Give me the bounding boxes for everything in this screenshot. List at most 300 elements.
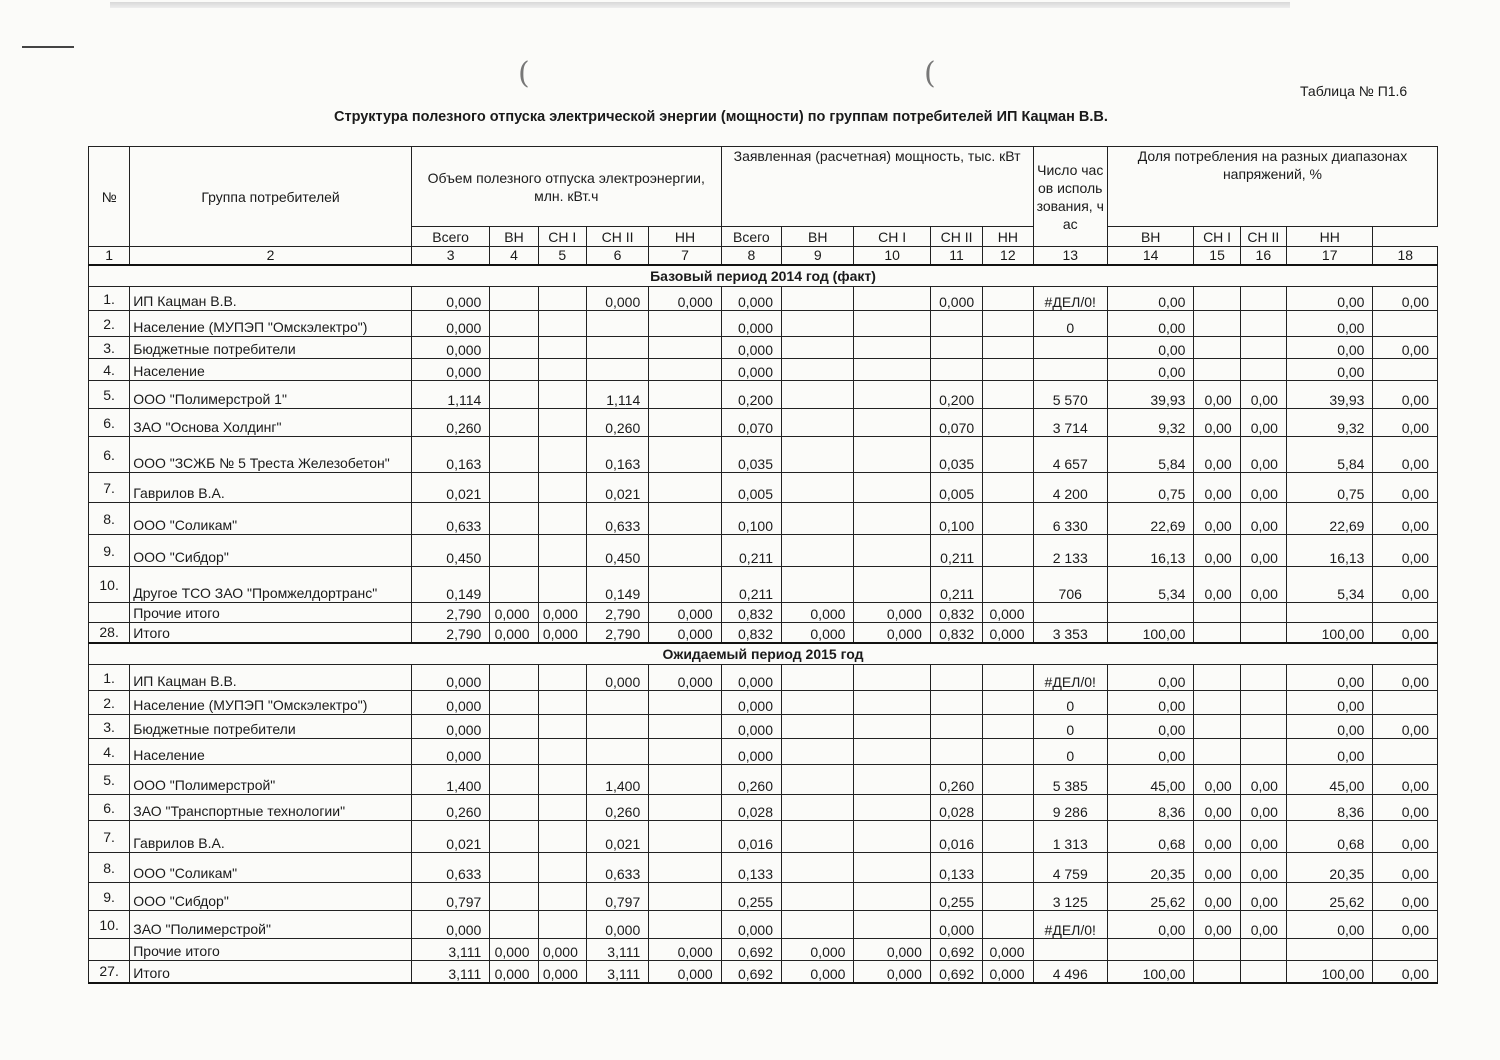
value-cell	[649, 473, 721, 503]
table-row	[89, 911, 1438, 939]
value-cell	[983, 691, 1033, 715]
value-cell: 0,211	[930, 535, 982, 567]
value-cell: 0,00	[1240, 535, 1286, 567]
value-cell	[854, 535, 930, 567]
value-cell: 0,450	[411, 535, 489, 567]
row-number-cell: 1.	[89, 665, 130, 691]
consumer-name-cell: ЗАО "Основа Холдинг"	[130, 409, 412, 437]
section-title: Базовый период 2014 год (факт)	[89, 265, 1438, 287]
value-cell	[782, 739, 854, 765]
value-cell	[983, 795, 1033, 821]
value-cell	[490, 359, 538, 381]
value-cell	[649, 739, 721, 765]
consumer-name-cell: ООО "Соликам"	[130, 853, 412, 883]
value-cell	[983, 715, 1033, 739]
value-cell	[782, 911, 854, 939]
value-cell: 0,633	[586, 503, 648, 535]
row-number-cell: 4.	[89, 359, 130, 381]
value-cell	[983, 359, 1033, 381]
value-cell: 0,021	[411, 821, 489, 853]
value-cell: 0,00	[1373, 437, 1438, 473]
value-cell: 0,149	[411, 567, 489, 603]
value-cell: 0,000	[721, 691, 781, 715]
value-cell	[490, 503, 538, 535]
value-cell	[1373, 939, 1438, 961]
value-cell	[649, 853, 721, 883]
value-cell: 3 714	[1033, 409, 1107, 437]
consumer-name-cell: ИП Кацман В.В.	[130, 665, 412, 691]
table-row	[89, 665, 1438, 691]
value-cell	[782, 691, 854, 715]
consumer-name-cell: ЗАО "Полимерстрой"	[130, 911, 412, 939]
value-cell: 0,00	[1373, 883, 1438, 911]
column-number-cell: 10	[854, 247, 930, 265]
value-cell: 0,00	[1240, 765, 1286, 795]
consumer-name-cell: Бюджетные потребители	[130, 715, 412, 739]
value-cell: 0,00	[1194, 535, 1240, 567]
value-cell: 0,005	[721, 473, 781, 503]
value-cell	[1240, 939, 1286, 961]
value-cell	[854, 287, 930, 311]
value-cell	[854, 437, 930, 473]
column-number-cell: 7	[649, 247, 721, 265]
value-cell	[538, 691, 586, 715]
value-cell: 0,255	[930, 883, 982, 911]
consumer-name-cell: Итого	[130, 961, 412, 983]
value-cell: 0,00	[1286, 287, 1373, 311]
value-cell	[983, 473, 1033, 503]
sub-header-cell: СН II	[586, 227, 648, 247]
value-cell	[782, 337, 854, 359]
value-cell	[1373, 691, 1438, 715]
value-cell	[854, 911, 930, 939]
row-number-cell: 8.	[89, 503, 130, 535]
value-cell: 0,000	[490, 939, 538, 961]
value-cell: 0,000	[854, 623, 930, 643]
consumer-name-cell: Население (МУПЭП "Омскэлектро")	[130, 691, 412, 715]
value-cell	[490, 739, 538, 765]
value-cell	[854, 473, 930, 503]
value-cell	[538, 359, 586, 381]
value-cell: 0,000	[782, 623, 854, 643]
value-cell: 0,163	[411, 437, 489, 473]
value-cell	[1194, 739, 1240, 765]
column-number-cell: 14	[1107, 247, 1194, 265]
value-cell: 0,00	[1240, 473, 1286, 503]
value-cell: 0,68	[1107, 821, 1194, 853]
value-cell	[649, 337, 721, 359]
value-cell: 0,00	[1107, 739, 1194, 765]
value-cell	[490, 911, 538, 939]
value-cell: 9 286	[1033, 795, 1107, 821]
consumer-name-cell: ИП Кацман В.В.	[130, 287, 412, 311]
consumer-name-cell: Прочие итого	[130, 939, 412, 961]
value-cell	[586, 691, 648, 715]
column-number-cell: 8	[721, 247, 781, 265]
value-cell: 0,450	[586, 535, 648, 567]
value-cell: 0,000	[782, 961, 854, 983]
value-cell	[490, 437, 538, 473]
sub-header-cell: НН	[983, 227, 1033, 247]
value-cell: 1,400	[586, 765, 648, 795]
value-cell: 0,00	[1107, 715, 1194, 739]
value-cell: 0,000	[411, 691, 489, 715]
value-cell	[490, 473, 538, 503]
value-cell	[983, 287, 1033, 311]
value-cell: #ДЕЛ/0!	[1033, 287, 1107, 311]
consumer-name-cell: Другое ТСО ЗАО "Промжелдортранс"	[130, 567, 412, 603]
row-number-cell: 10.	[89, 911, 130, 939]
value-cell: 0,00	[1373, 473, 1438, 503]
table-row	[89, 503, 1438, 535]
value-cell	[490, 409, 538, 437]
consumer-name-cell: ООО "Сибдор"	[130, 535, 412, 567]
sub-header-cell: СН I	[1194, 227, 1240, 247]
value-cell: 8,36	[1286, 795, 1373, 821]
value-cell	[586, 311, 648, 337]
row-number-cell: 7.	[89, 821, 130, 853]
value-cell: 0,000	[721, 287, 781, 311]
value-cell	[490, 765, 538, 795]
row-number-cell: 10.	[89, 567, 130, 603]
consumer-name-cell: ООО "Сибдор"	[130, 883, 412, 911]
value-cell	[854, 567, 930, 603]
value-cell	[1240, 623, 1286, 643]
table-row	[89, 765, 1438, 795]
column-number-cell: 9	[782, 247, 854, 265]
value-cell: 0,00	[1240, 821, 1286, 853]
value-cell: 0,692	[721, 939, 781, 961]
value-cell: 20,35	[1107, 853, 1194, 883]
value-cell: 2,790	[411, 603, 489, 623]
value-cell: 4 496	[1033, 961, 1107, 983]
sub-header-cell: СН II	[1240, 227, 1286, 247]
value-cell	[782, 437, 854, 473]
value-cell: 0,000	[983, 623, 1033, 643]
value-cell	[1373, 311, 1438, 337]
value-cell: 39,93	[1107, 381, 1194, 409]
value-cell	[1194, 665, 1240, 691]
value-cell	[1194, 311, 1240, 337]
value-cell: 0,000	[983, 961, 1033, 983]
value-cell: 1 313	[1033, 821, 1107, 853]
column-number-cell: 17	[1286, 247, 1373, 265]
value-cell: 25,62	[1286, 883, 1373, 911]
value-cell	[538, 337, 586, 359]
col-header-group: Группа потребителей	[130, 147, 412, 247]
value-cell: 0,000	[586, 287, 648, 311]
value-cell: 0,00	[1194, 567, 1240, 603]
value-cell: 8,36	[1107, 795, 1194, 821]
document-title: Структура полезного отпуска электрической энергии (мощности) по группам потребителей ИП Кацман В.В.	[334, 109, 1108, 125]
consumer-name-cell: Итого	[130, 623, 412, 643]
row-number-cell: 3.	[89, 715, 130, 739]
value-cell: 5,84	[1107, 437, 1194, 473]
value-cell: 3,111	[411, 939, 489, 961]
table-row	[89, 535, 1438, 567]
column-number-cell: 12	[983, 247, 1033, 265]
consumer-name-cell: Население (МУПЭП "Омскэлектро")	[130, 311, 412, 337]
value-cell: 0,000	[983, 603, 1033, 623]
value-cell	[649, 795, 721, 821]
value-cell	[649, 311, 721, 337]
value-cell	[1373, 603, 1438, 623]
value-cell	[782, 359, 854, 381]
value-cell	[1194, 287, 1240, 311]
value-cell	[983, 381, 1033, 409]
value-cell: 0	[1033, 715, 1107, 739]
value-cell	[1373, 359, 1438, 381]
value-cell	[983, 821, 1033, 853]
value-cell: 0,00	[1194, 437, 1240, 473]
value-cell: 0,00	[1373, 567, 1438, 603]
table-row	[89, 473, 1438, 503]
value-cell: 0,00	[1194, 381, 1240, 409]
value-cell: 0,00	[1194, 765, 1240, 795]
value-cell	[538, 795, 586, 821]
value-cell: 0,211	[930, 567, 982, 603]
value-cell: 3,111	[586, 939, 648, 961]
value-cell: 0,000	[586, 911, 648, 939]
value-cell: 0,00	[1194, 503, 1240, 535]
value-cell: 0,00	[1194, 473, 1240, 503]
value-cell: 0,000	[782, 603, 854, 623]
value-cell: 9,32	[1107, 409, 1194, 437]
table-row	[89, 381, 1438, 409]
scan-artifact-line	[110, 2, 1290, 8]
table-row	[89, 939, 1438, 961]
value-cell: 100,00	[1286, 623, 1373, 643]
value-cell: 0,00	[1194, 883, 1240, 911]
value-cell: 0,00	[1240, 437, 1286, 473]
value-cell	[1240, 359, 1286, 381]
value-cell: 0,016	[721, 821, 781, 853]
consumer-name-cell: ООО "Полимерстрой 1"	[130, 381, 412, 409]
value-cell: 0,000	[854, 939, 930, 961]
value-cell	[538, 311, 586, 337]
value-cell	[490, 337, 538, 359]
value-cell: 0,00	[1373, 503, 1438, 535]
sub-header-cell: СН I	[538, 227, 586, 247]
value-cell: 20,35	[1286, 853, 1373, 883]
value-cell: 0,797	[586, 883, 648, 911]
value-cell: 100,00	[1107, 961, 1194, 983]
value-cell	[1240, 665, 1286, 691]
value-cell: 0,000	[538, 961, 586, 983]
value-cell: 0,000	[854, 961, 930, 983]
value-cell	[586, 739, 648, 765]
value-cell	[538, 911, 586, 939]
value-cell: 0,000	[490, 961, 538, 983]
row-number-cell: 1.	[89, 287, 130, 311]
value-cell: 0,00	[1286, 715, 1373, 739]
value-cell: 0,68	[1286, 821, 1373, 853]
value-cell	[854, 715, 930, 739]
value-cell: 0,00	[1286, 739, 1373, 765]
value-cell	[649, 409, 721, 437]
value-cell: 0,000	[721, 359, 781, 381]
value-cell: 100,00	[1286, 961, 1373, 983]
value-cell: 0,028	[930, 795, 982, 821]
value-cell: 706	[1033, 567, 1107, 603]
column-number-cell: 15	[1194, 247, 1240, 265]
value-cell: 0,100	[930, 503, 982, 535]
value-cell	[649, 883, 721, 911]
value-cell: 0,000	[411, 359, 489, 381]
value-cell	[586, 337, 648, 359]
value-cell: 0,016	[930, 821, 982, 853]
value-cell	[782, 765, 854, 795]
value-cell	[854, 665, 930, 691]
value-cell	[649, 715, 721, 739]
value-cell: 0,000	[411, 311, 489, 337]
value-cell	[983, 665, 1033, 691]
value-cell	[538, 409, 586, 437]
row-number-cell: 3.	[89, 337, 130, 359]
value-cell	[782, 287, 854, 311]
sub-header-cell: Всего	[411, 227, 489, 247]
value-cell: 5 570	[1033, 381, 1107, 409]
value-cell: 0,832	[721, 603, 781, 623]
value-cell: 0,00	[1286, 665, 1373, 691]
value-cell	[490, 665, 538, 691]
value-cell	[538, 853, 586, 883]
col-header-hours: Число часов использования, час	[1033, 147, 1107, 247]
value-cell: 0,00	[1373, 337, 1438, 359]
value-cell: 0,00	[1107, 311, 1194, 337]
table-row	[89, 795, 1438, 821]
value-cell	[538, 665, 586, 691]
sub-header-cell: СН II	[930, 227, 982, 247]
value-cell	[782, 473, 854, 503]
consumer-name-cell: Гаврилов В.А.	[130, 473, 412, 503]
value-cell: 0,000	[983, 939, 1033, 961]
value-cell	[1194, 939, 1240, 961]
value-cell: 0,000	[854, 603, 930, 623]
value-cell: 0,000	[649, 603, 721, 623]
value-cell	[490, 567, 538, 603]
value-cell	[1033, 603, 1107, 623]
value-cell	[586, 359, 648, 381]
value-cell: 0,133	[930, 853, 982, 883]
col-header-no: №	[89, 147, 130, 247]
value-cell: 0,00	[1373, 853, 1438, 883]
value-cell: 0,633	[411, 503, 489, 535]
row-number-cell: 28.	[89, 623, 130, 643]
value-cell	[983, 311, 1033, 337]
column-number-cell: 13	[1033, 247, 1107, 265]
value-cell	[649, 911, 721, 939]
value-cell: #ДЕЛ/0!	[1033, 665, 1107, 691]
margin-dash	[22, 46, 74, 48]
value-cell	[930, 311, 982, 337]
value-cell	[782, 821, 854, 853]
value-cell: 3,111	[586, 961, 648, 983]
table-row	[89, 603, 1438, 623]
value-cell	[854, 739, 930, 765]
value-cell: 5,34	[1107, 567, 1194, 603]
value-cell	[782, 665, 854, 691]
value-cell	[782, 409, 854, 437]
table-row	[89, 567, 1438, 603]
value-cell	[649, 503, 721, 535]
row-number-cell: 5.	[89, 381, 130, 409]
value-cell: 0,00	[1240, 853, 1286, 883]
consumer-name-cell: ООО "Соликам"	[130, 503, 412, 535]
value-cell	[1240, 337, 1286, 359]
value-cell: 0,797	[411, 883, 489, 911]
value-cell	[930, 665, 982, 691]
value-cell: 0,000	[538, 603, 586, 623]
value-cell	[782, 567, 854, 603]
column-number-cell: 6	[586, 247, 648, 265]
value-cell: 45,00	[1107, 765, 1194, 795]
value-cell	[983, 337, 1033, 359]
value-cell: 0,133	[721, 853, 781, 883]
value-cell	[538, 715, 586, 739]
value-cell	[1107, 603, 1194, 623]
value-cell: 0,00	[1373, 535, 1438, 567]
value-cell	[854, 311, 930, 337]
value-cell	[930, 359, 982, 381]
consumer-name-cell: Бюджетные потребители	[130, 337, 412, 359]
value-cell: 0,00	[1373, 961, 1438, 983]
sub-header-cell: ВН	[490, 227, 538, 247]
sub-header-cell: СН I	[854, 227, 930, 247]
value-cell: 0,000	[721, 739, 781, 765]
row-number-cell: 27.	[89, 961, 130, 983]
value-cell: 0,000	[586, 665, 648, 691]
value-cell: 0,149	[586, 567, 648, 603]
consumption-table	[88, 146, 1438, 984]
value-cell: 0,200	[930, 381, 982, 409]
value-cell: 0,00	[1373, 765, 1438, 795]
row-number-cell: 2.	[89, 691, 130, 715]
value-cell: 0,832	[930, 603, 982, 623]
table-row	[89, 437, 1438, 473]
value-cell: 0	[1033, 691, 1107, 715]
value-cell: 0,000	[649, 623, 721, 643]
value-cell	[538, 567, 586, 603]
value-cell: 1,400	[411, 765, 489, 795]
value-cell	[1240, 311, 1286, 337]
value-cell: #ДЕЛ/0!	[1033, 911, 1107, 939]
value-cell: 0,035	[721, 437, 781, 473]
value-cell	[983, 883, 1033, 911]
value-cell: 2,790	[586, 623, 648, 643]
value-cell	[1033, 939, 1107, 961]
table-row	[89, 961, 1438, 983]
value-cell: 0,028	[721, 795, 781, 821]
value-cell	[649, 359, 721, 381]
value-cell	[538, 381, 586, 409]
value-cell: 0,211	[721, 535, 781, 567]
table-number: Таблица № П1.6	[1300, 83, 1408, 99]
consumer-name-cell: ООО "ЗСЖБ № 5 Треста Железобетон"	[130, 437, 412, 473]
value-cell: 0	[1033, 739, 1107, 765]
value-cell	[983, 739, 1033, 765]
value-cell	[1286, 939, 1373, 961]
value-cell: 0,00	[1286, 691, 1373, 715]
value-cell	[1194, 603, 1240, 623]
value-cell: 0,260	[411, 409, 489, 437]
column-number-cell: 1	[89, 247, 130, 265]
value-cell	[854, 821, 930, 853]
value-cell: 0,00	[1107, 359, 1194, 381]
sub-header-cell: НН	[1286, 227, 1373, 247]
value-cell: 0	[1033, 311, 1107, 337]
value-cell	[983, 409, 1033, 437]
